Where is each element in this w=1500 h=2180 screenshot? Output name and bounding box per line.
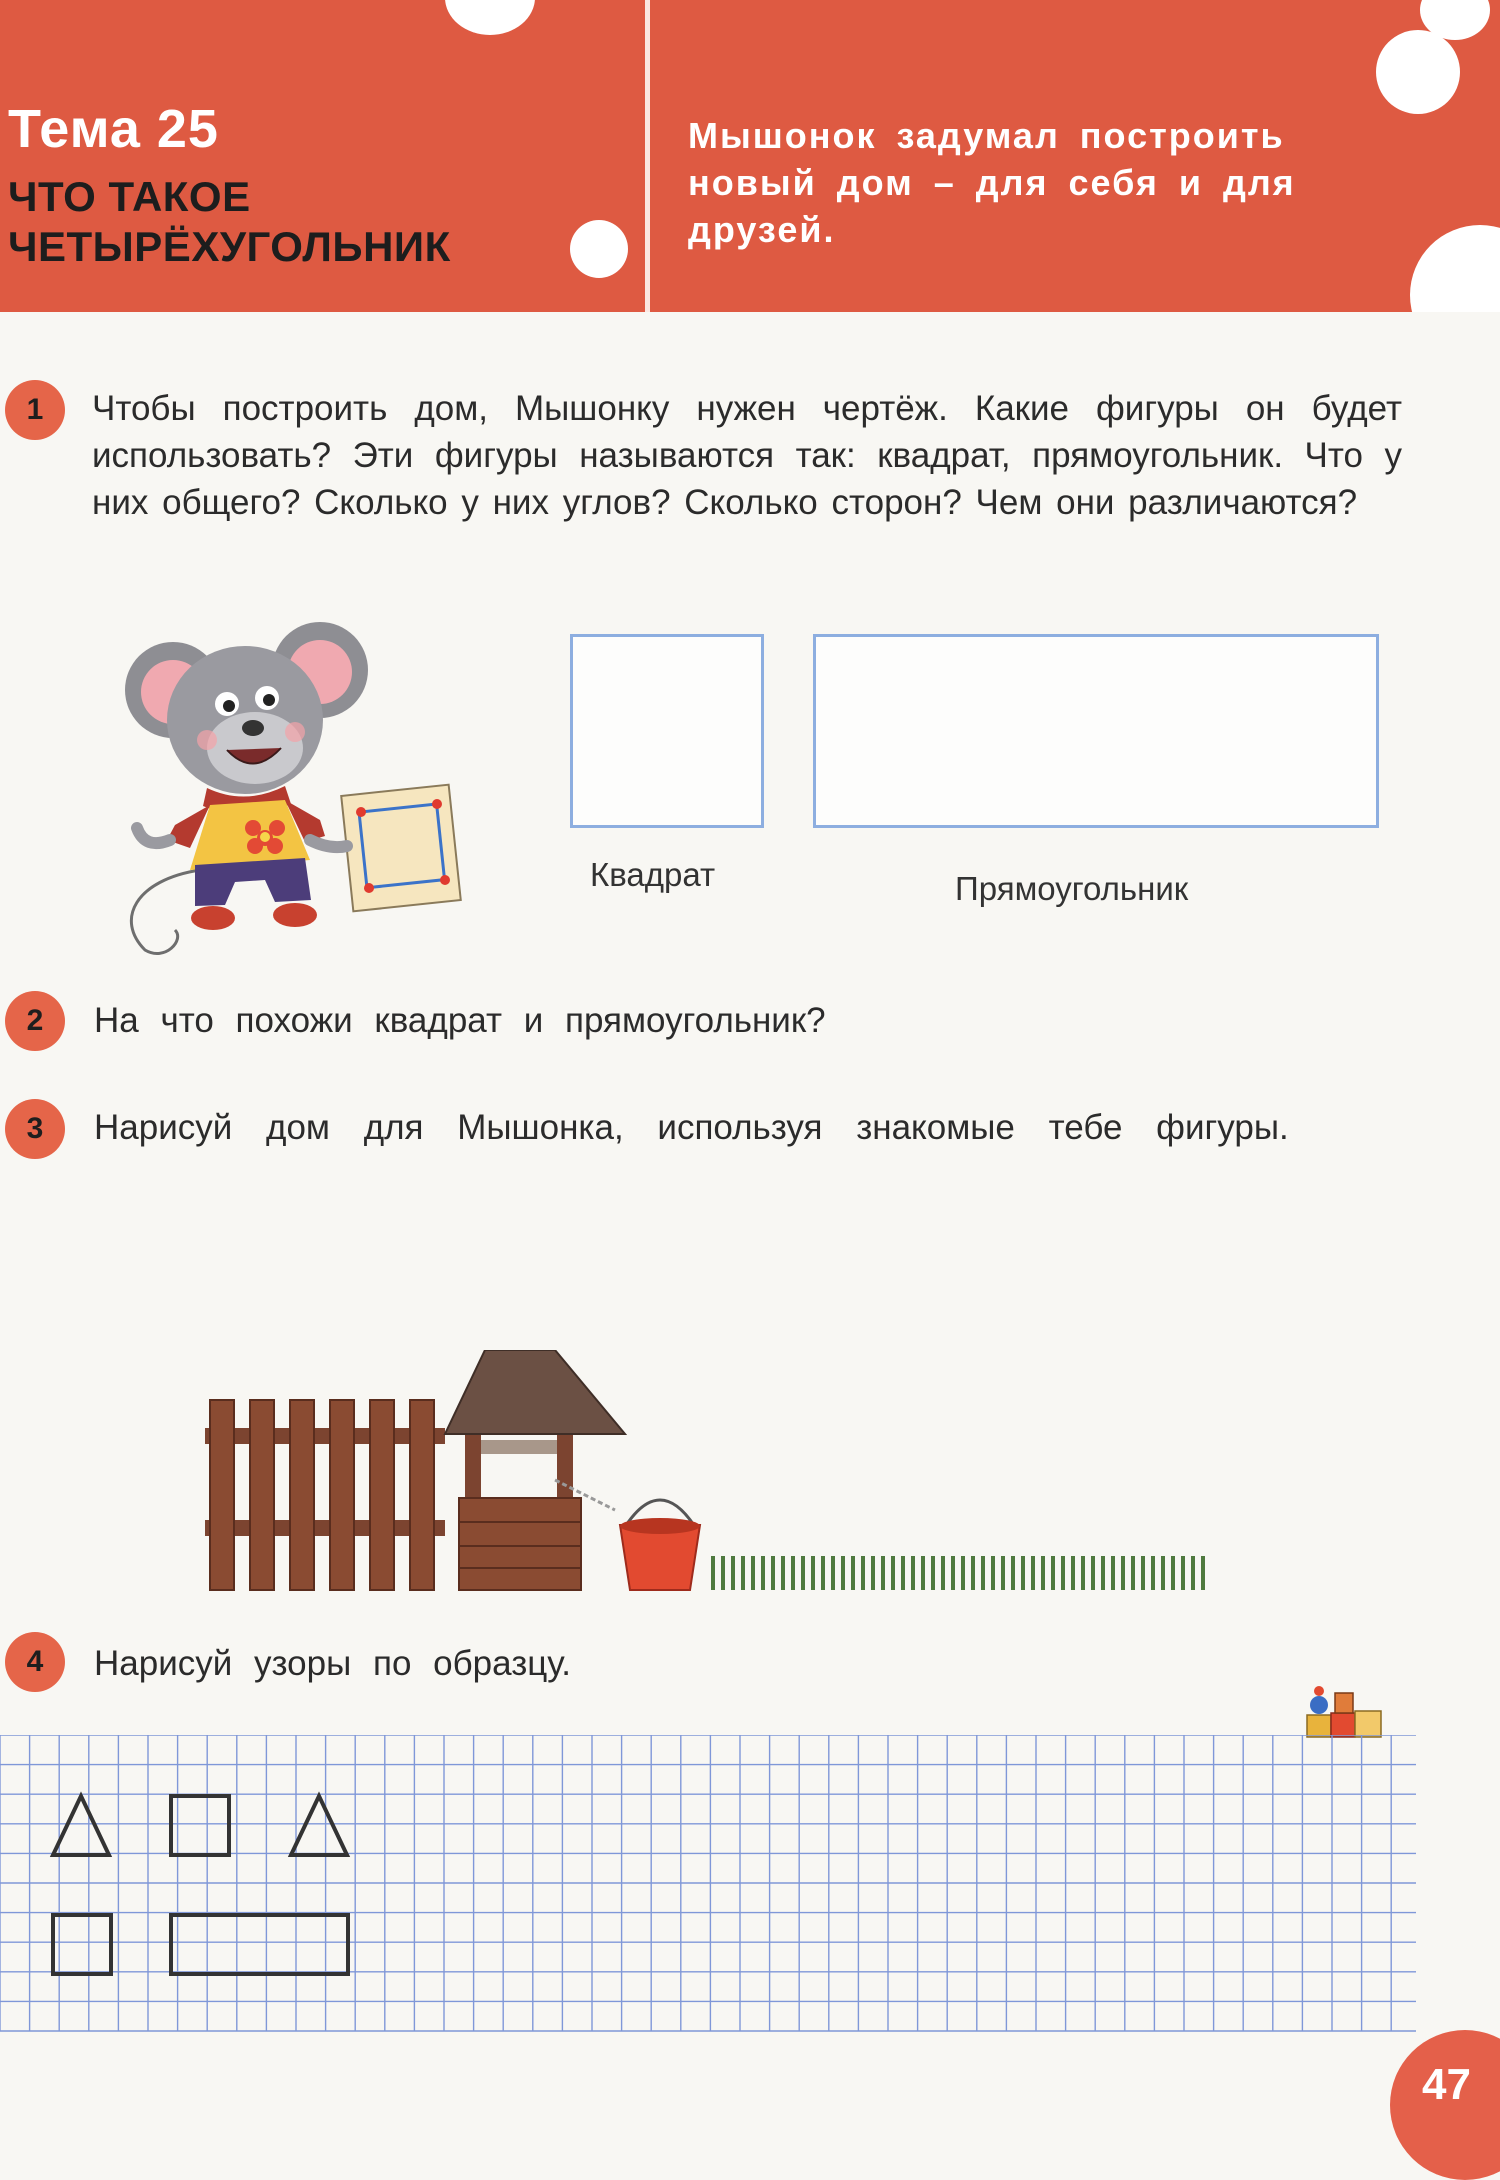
pattern-rectangle bbox=[171, 1915, 348, 1974]
decor-circle bbox=[1410, 225, 1500, 312]
rectangle-shape bbox=[813, 634, 1379, 828]
task-text: Нарисуй узоры по образцу. bbox=[94, 1644, 572, 1683]
topic-title-line1: ЧТО ТАКОЕ bbox=[8, 173, 251, 220]
task-text: Чтобы построить дом, Мышонку нужен чертёж. Какие фигуры он будет использовать? Эти фигуры называются так: квадрат, прямоугольник. Что у них общего? Сколько у них углов? Сколько сторон? Чем они различаются? bbox=[92, 389, 1402, 522]
decor-circle bbox=[445, 0, 535, 35]
task-number-badge: 3 bbox=[5, 1099, 65, 1159]
task-text: Нарисуй дом для Мышонка, используя знакомые тебе фигуры. bbox=[94, 1108, 1289, 1147]
pattern-grid[interactable] bbox=[0, 1735, 1420, 2035]
task-text: На что похожи квадрат и прямоугольник? bbox=[94, 1001, 826, 1040]
topic-number: Тема 25 bbox=[8, 99, 219, 159]
page-number: 47 bbox=[1422, 2060, 1471, 2109]
task-number-badge: 4 bbox=[5, 1632, 65, 1692]
mouse-illustration bbox=[115, 600, 465, 960]
sample-pattern bbox=[53, 1796, 348, 1974]
header-banner bbox=[0, 0, 1500, 312]
well-illustration bbox=[205, 1350, 1215, 1600]
toy-blocks-icon bbox=[1305, 1685, 1385, 1740]
square-shape bbox=[570, 634, 764, 828]
task-number-badge: 1 bbox=[5, 380, 65, 440]
task-number-badge: 2 bbox=[5, 991, 65, 1051]
topic-title bbox=[8, 172, 568, 272]
rectangle-label: Прямоугольник bbox=[955, 870, 1189, 907]
square-label: Квадрат bbox=[590, 856, 716, 893]
pattern-square bbox=[53, 1915, 111, 1974]
page-number-badge bbox=[1390, 2030, 1500, 2180]
fence-illustration bbox=[205, 1400, 445, 1590]
intro-text: Мышонок задумал построить новый дом – для себя и для друзей. bbox=[688, 115, 1296, 250]
pattern-triangle bbox=[291, 1796, 347, 1855]
decor-circle bbox=[1376, 30, 1460, 114]
decor-circle bbox=[570, 220, 628, 278]
grass-strip bbox=[713, 1556, 1203, 1590]
pattern-triangle bbox=[53, 1796, 109, 1855]
banner-divider bbox=[645, 0, 650, 312]
pattern-square bbox=[171, 1796, 229, 1855]
bucket-illustration bbox=[620, 1500, 700, 1590]
topic-title-line2: ЧЕТЫРЁХУГОЛЬНИК bbox=[8, 223, 451, 270]
grid-lines bbox=[0, 1735, 1416, 2031]
